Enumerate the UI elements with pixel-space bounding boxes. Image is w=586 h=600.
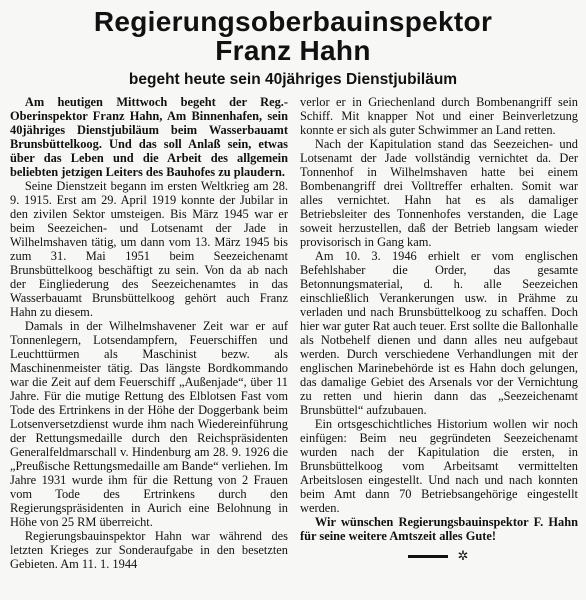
horizontal-rule-icon (408, 555, 448, 558)
article-paragraph: Ein ortsgeschichtliches Historium wollen wir noch einfügen: Beim neu gegründeten Seezeichenamt wurden nach der Kapitulation die ersten, in Brunsbüttelkoog vom Arbeitsamt vermittelten Arbeitslosen eingestellt. Und nach und nach konnten beim Amt dann 70 Betriebsangehörige eingestellt werden. (300, 417, 578, 516)
article-paragraph: verlor er in Griechenland durch Bombenangriff sein Schiff. Mit knapper Not und einer Beinverletzung konnte er sich als guter Schwimmer an Land retten. (300, 95, 578, 138)
article-column-right-body (300, 95, 578, 543)
article-paragraph: Nach der Kapitulation stand das Seezeichen- und Lotsenamt der Jade vollständig vernichtet da. Der Tonnenhof in Wilhelmshaven hatte bei einem Bombenangriff drei Volltreffer erhalten. Somit war alles vernichtet. Hahn hat es als damaliger Betriebsleiter des Tonnenhofes verstanden, die Lage soweit herzustellen, daß der Betrieb langsam wieder provisorisch in Gang kam. (300, 137, 578, 250)
article-columns (0, 95, 586, 571)
article-paragraph: Am heutigen Mittwoch begeht der Reg.-Oberinspektor Franz Hahn, Am Binnenhafen, sein 40jähriges Dienstjubiläum beim Wasserbauamt Brunsbüttelkoog. Und das soll Anlaß sein, etwas über das Leben und die Arbeit des allgemein beliebten jetzigen Leiters des Bauhofes zu plaudern. (10, 95, 288, 180)
article-paragraph: Regierungsbauinspektor Hahn war während des letzten Krieges zur Sonderaufgabe in den besetzten Gebieten. Am 11. 1. 1944 (10, 529, 288, 572)
article-paragraph: Am 10. 3. 1946 erhielt er vom englischen Befehlshaber die Order, das gesamte Betonnungsmaterial, d. h. alle Seezeichen einschließlich Verankerungen usw. in Prähme zu verladen und nach Brunsbüttelkoog zu schaffen. Doch hier war guter Rat auch teuer. Erst sollte die Ballonhalle als Notbehelf dienen und dann alles neu aufgebaut werden. Durch verschiedene Verhandlungen mit der englischen Marinebehörde ist es Hahn doch gelungen, das damalige Gebiet des Arsenals vor der Vernichtung zu retten und hierin dann das „Seezeichenamt Brunsbüttel“ aufzubauen. (300, 249, 579, 418)
article-paragraph: Damals in der Wilhelmshavener Zeit war er auf Tonnenlegern, Lotsendampfern, Feuerschiffen und Leuchttürmen als Maschinist bezw. als Maschinenmeister tätig. Das längste Bordkommando war die Zeit auf dem Feuerschiff „Außenjade“, über 11 Jahre. Für die mutige Rettung des Elblotsen Fast vom Tode des Ertrinkens in der Höhe der Doggerbank beim Lotsenversetzdienst wurde ihm nach Wiedereinführung der Rettungsmedaille durch den Reichspräsidenten Generalfeldmarschall v. Hindenburg am 28. 9. 1926 die „Preußische Rettungsmedaille am Bande“ verliehen. Im Jahre 1931 wurde ihm für die Rettung von 2 Frauen vom Tode des Ertrinkens durch den Regierungspräsidenten in Aurich eine Belohnung in Höhe von 25 RM überreicht. (10, 319, 288, 530)
article-column-left (10, 95, 288, 571)
article-column-right (300, 95, 578, 571)
star-ornament-icon: ✲ (457, 548, 469, 564)
headline-line-1: Regierungsoberbauinspektor (93, 6, 493, 37)
subheadline: begeht heute sein 40jähriges Dienstjubiläum (128, 71, 458, 89)
headline-line-2: Franz Hahn (215, 34, 371, 66)
article-paragraph: Seine Dienstzeit begann im ersten Weltkrieg am 28. 9. 1915. Erst am 29. April 1919 konnte der Jubilar in den zivilen Sektor umsteigen. Bis März 1945 war er beim Seezeichen- und Lotsenamt der Jade in Wilhelmshaven tätig, um dann vom 13. März 1945 bis zum 31. Mai 1951 beim Seezeichenamt Brunsbüttelkoog beschäftigt zu sein. Von da ab nach der Eingliederung des Seezeichenamtes in das Wasserbauamt Brunsbüttelkoog gehört auch Franz Hahn zu diesem. (10, 179, 288, 320)
closing-ornament (300, 549, 578, 563)
article-paragraph: Wir wünschen Regierungsbauinspektor F. Hahn für seine weitere Amtszeit alles Gute! (300, 515, 578, 544)
